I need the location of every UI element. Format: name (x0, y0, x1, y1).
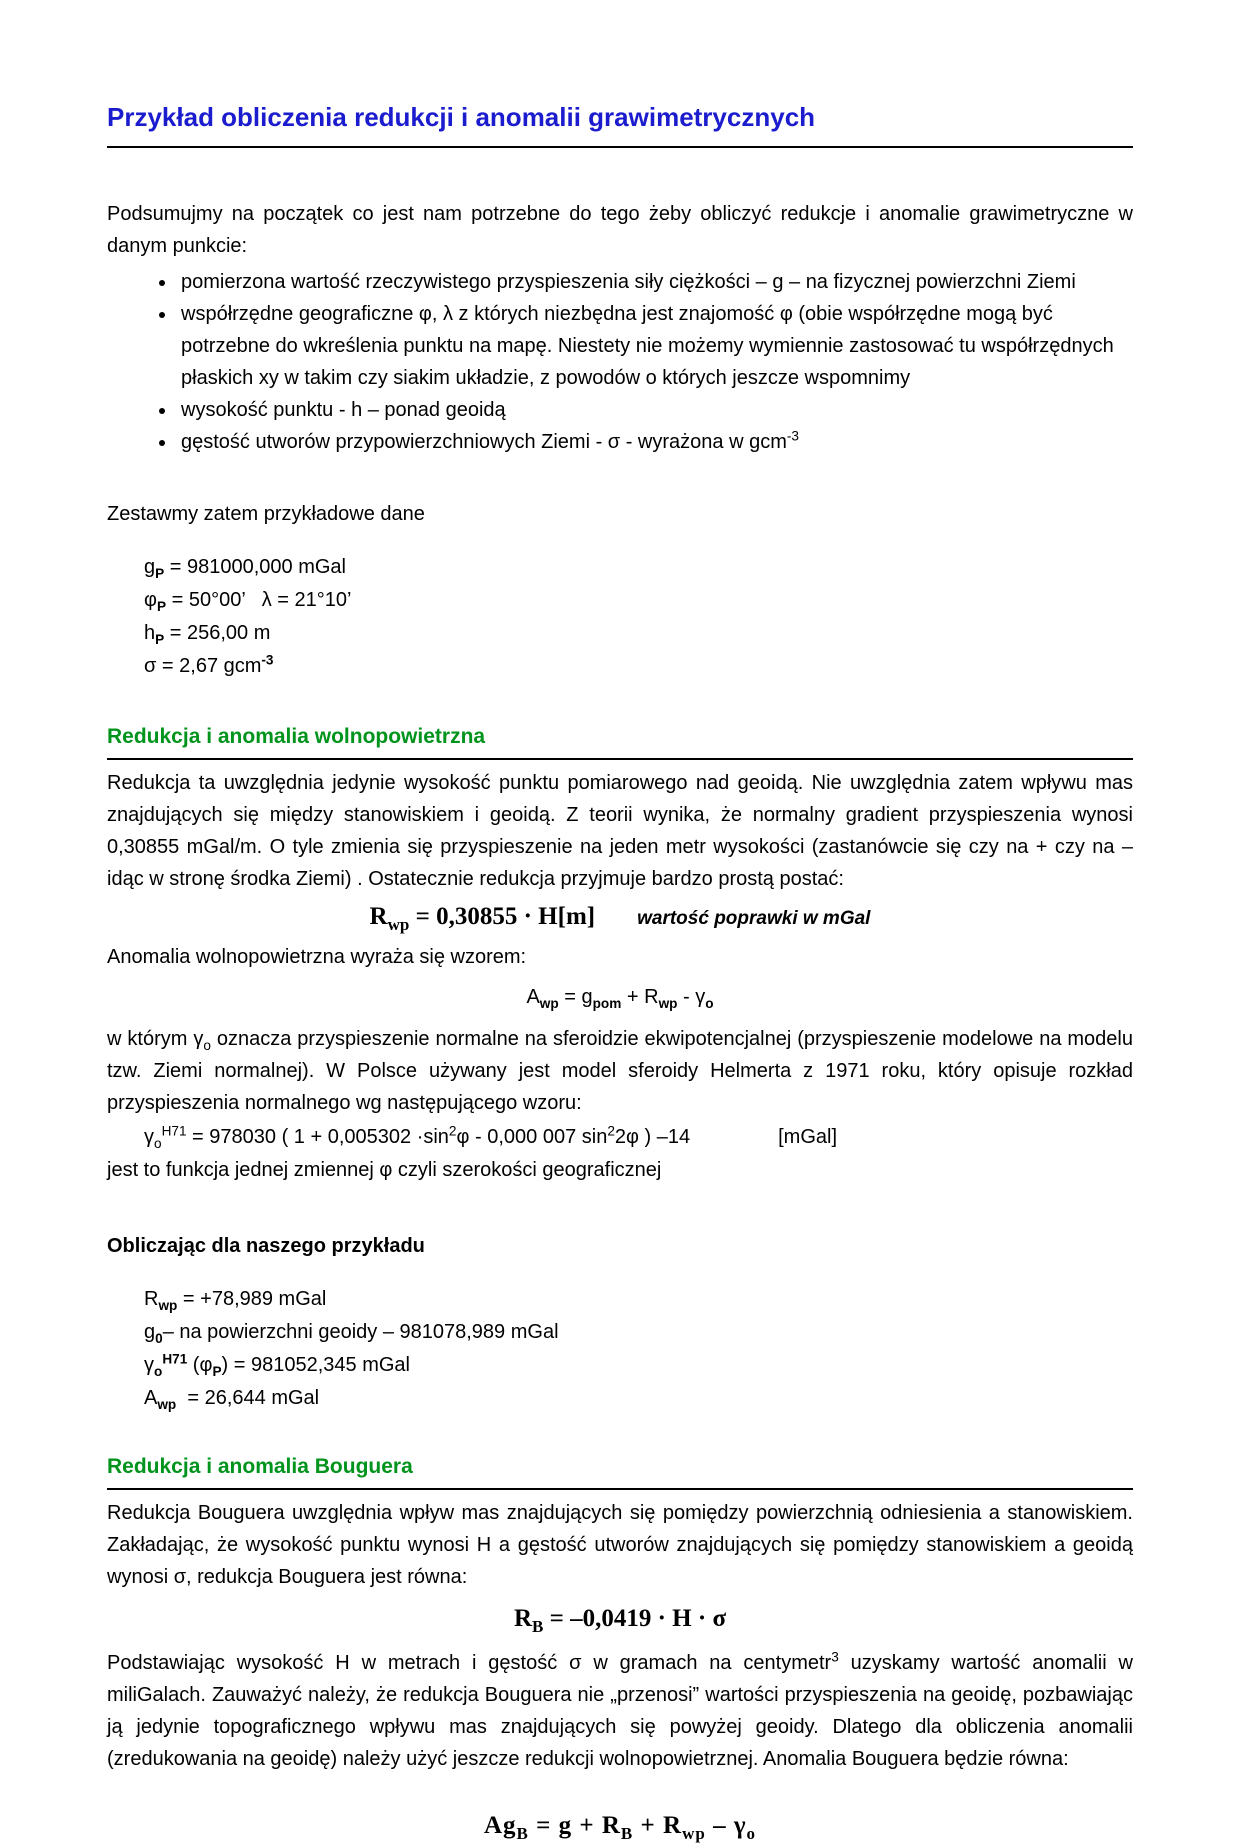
formula-bouguer-anomaly: $Ag_B = g + R_B + R_{wp} - \gamma_o$ (483, 1812, 757, 1843)
section-heading-free-air (107, 725, 1133, 760)
bullet-item-height: • wysokość punktu - h – ponad geoidą (177, 394, 1133, 426)
formula-helmert: $\gamma_o^{H71} = 978030$ ( $1 + 0,005302 \cdot\sin^2\varphi - 0,000$ 007 $\sin^22\varphi$ ) –14 (144, 1123, 691, 1151)
formula-free-air-reduction-line (107, 903, 1133, 934)
formula-bouguer-anomaly-line (107, 1809, 1133, 1843)
section-heading-bouguer (107, 1455, 1133, 1490)
formula-helmert-line (107, 1121, 1133, 1154)
section-heading-free-air-label: Redukcja i anomalia wolnopowietrzna (107, 725, 486, 748)
bullet-item-measured-g: • pomierzona wartość rzeczywistego przyspieszenia siły ciężkości – g – na fizycznej powierzchni Ziemi (177, 266, 1133, 298)
data-line-gp: $g_P = 981000,000$ mGal (144, 556, 346, 581)
intro-paragraph: Podsumujmy na początek co jest nam potrzebne do tego żeby obliczyć redukcje i anomalie grawimetryczne w danym punkcie: (107, 203, 1133, 257)
bullet-list (107, 266, 1133, 458)
calc-line-g0: $g_0-$ na powierzchni geoidy – 981078,989 mGal (144, 1321, 559, 1346)
data-line-hp: $h_P = 256,00$ m (144, 622, 271, 647)
free-air-paragraph-4: jest to funkcja jednej zmiennej φ czyli szerokości geograficznej (107, 1159, 662, 1181)
free-air-paragraph-2: Anomalia wolnopowietrzna wyraża się wzorem: (107, 946, 527, 968)
formula-free-air-reduction: $R_{wp} = 0,30855 \cdot H[m]$ (369, 903, 596, 934)
free-air-paragraph-3: w którym $\gamma_o$ oznacza przyspieszenie normalne na sferoidzie ekwipotencjalnej (przyspieszenie modelowe na modelu tzw. Ziemi normalnej). W Polsce używany jest model sferoidy Helmerta z 1971 roku, który opisuje rozkład przyspieszenia normalnego wg następującego wzoru: (107, 1028, 1133, 1114)
data-line-sigma: σ = 2,67 gcm$^{-3}$ (144, 652, 274, 677)
page-title: Przykład obliczenia redukcji i anomalii grawimetrycznych (107, 102, 1133, 148)
formula-free-air-note: wartość poprawki w mGal (637, 908, 871, 929)
calc-line-rwp: $R_{wp} = +78,989$ mGal (144, 1288, 327, 1313)
free-air-paragraph-1: Redukcja ta uwzględnia jedynie wysokość punktu pomiarowego nad geoidą. Nie uwzględnia zatem wpływu mas znajdujących się między stanowiskiem i geoidą. Z teorii wynika, że normalny gradient przyspieszenia wynosi 0,30855 mGal/m. O tyle zmienia się przyspieszenie na jeden metr wysokości (zastanówcie się czy na + czy na – idąc w stronę środka Ziemi) . Ostatecznie redukcja przyjmuje bardzo prostą postać: (107, 772, 1133, 890)
example-data-block (107, 551, 1133, 683)
section-heading-bouguer-label: Redukcja i anomalia Bouguera (107, 1455, 413, 1478)
bouguer-paragraph-2: Podstawiając wysokość H w metrach i gęstość σ w gramach na centymetr$^3$ uzyskamy wartość anomalii w miliGalach. Zauważyć należy, że redukcja Bouguera nie „przenosi” wartości przyspieszenia na geoidę, pozbawiając ją jedynie topograficznego wpływu mas znajdujących się powyżej geoidy. Dlatego dla obliczenia anomalii (zredukowania na geoidę) należy użyć jeszcze redukcji wolnopowietrznej. Anomalia Bouguera będzie równa: (107, 1649, 1134, 1770)
calc-line-gamma: $\gamma_o^{H71}$ $(\varphi_P) = 981052,345$ mGal (144, 1351, 410, 1379)
formula-bouguer-reduction: $R_B = -0,0419 \cdot H \cdot \sigma$ (513, 1605, 727, 1636)
example-data-heading: Zestawmy zatem przykładowe dane (107, 503, 425, 525)
bouguer-paragraph-1: Redukcja Bouguera uwzględnia wpływ mas znajdujących się pomiędzy powierzchnią odniesienia a stanowiskiem. Zakładając, że wysokość punktu wynosi H a gęstość utworów znajdujących się pomiędzy stanowiskiem a geoidą wynosi σ, redukcja Bouguera jest równa: (107, 1502, 1133, 1588)
formula-helmert-unit: [mGal] (778, 1126, 838, 1148)
calculation-block (107, 1283, 1133, 1415)
bullet-item-coordinates: • współrzędne geograficzne φ, λ z których niezbędna jest znajomość φ (obie współrzędne mogą być potrzebne do wkreślenia punktu na mapę. Niestety nie możemy wymiennie zastosować tu współrzędnych płaskich xy w takim czy siakim układzie, z powodów o których jeszcze wspomnimy (177, 298, 1133, 394)
formula-bouguer-reduction-line (107, 1605, 1133, 1636)
bullet-item-density: • gęstość utworów przypowierzchniowych Ziemi - σ - wyrażona w gcm$^{-3}$ (177, 426, 1133, 458)
calculation-heading: Obliczając dla naszego przykładu (107, 1235, 425, 1257)
data-line-phi-lambda: $\varphi_P = 50^\circ 00$’ λ = 21°10’ (144, 589, 352, 614)
calc-line-awp: $A_{wp} = 26,644$ mGal (144, 1387, 320, 1412)
formula-free-air-anomaly: $A_{wp} = g_{pom} + R_{wp} - \gamma_o$ (526, 986, 714, 1011)
